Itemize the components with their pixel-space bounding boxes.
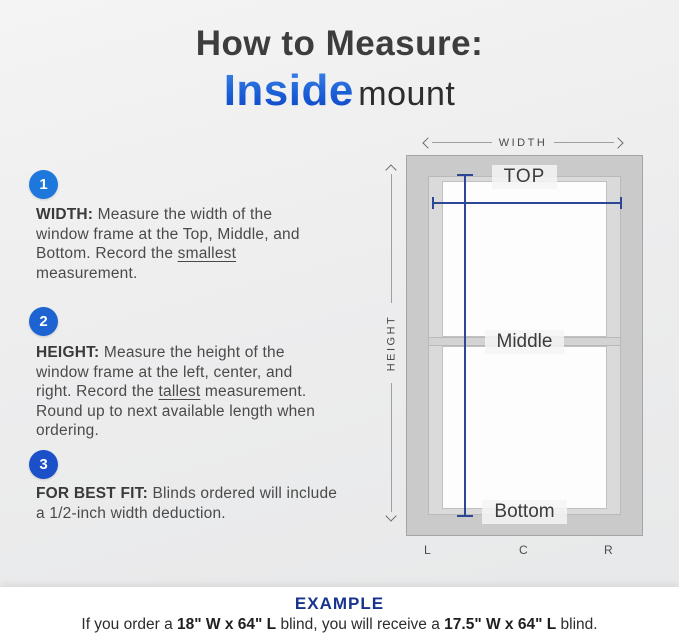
window-pane-top xyxy=(442,181,607,337)
label-bottom: Bottom xyxy=(406,500,643,524)
step-2-badge: 2 xyxy=(29,307,58,336)
arrow-up-icon xyxy=(385,164,396,175)
marker-right: R xyxy=(604,543,614,557)
step-2-text: HEIGHT: Measure the height of the window frame at the left, center, and right. Record the tallest measurement. Round up to next available length when ordering. xyxy=(36,344,316,439)
label-middle: Middle xyxy=(406,330,643,354)
title-mount-text: mount xyxy=(358,75,456,113)
arrow-down-icon xyxy=(385,510,396,521)
example-section xyxy=(0,587,679,642)
title-emphasis: Inside xyxy=(223,66,354,115)
height-dimension-arrow xyxy=(384,166,398,520)
label-top: TOP xyxy=(406,165,643,189)
step-1-text: WIDTH: Measure the width of the window frame at the Top, Middle, and Bottom. Record the smallest measurement. xyxy=(36,206,300,282)
example-ordered-size: 18" W x 64" L xyxy=(177,616,277,633)
example-received-size: 17.5" W x 64" L xyxy=(444,616,557,633)
title-line2 xyxy=(0,66,679,116)
width-measure-line xyxy=(432,202,622,204)
height-arrow-label: HEIGHT xyxy=(385,314,397,372)
example-sentence: If you order a 18" W x 64" L blind, you will receive a 17.5" W x 64" L blind. xyxy=(81,616,598,633)
window-pane-bottom xyxy=(442,346,607,509)
example-heading: EXAMPLE xyxy=(294,594,385,613)
page-title xyxy=(0,24,679,116)
step-3-text: FOR BEST FIT: Blinds ordered will include a 1/2-inch width deduction. xyxy=(36,485,338,522)
width-dimension-arrow xyxy=(424,136,622,149)
title-line1: How to Measure: xyxy=(195,24,484,63)
width-arrow-label: WIDTH xyxy=(498,136,548,149)
step-3-badge: 3 xyxy=(29,450,58,479)
step-1-badge: 1 xyxy=(29,170,58,199)
marker-center: C xyxy=(519,543,529,557)
arrow-left-icon xyxy=(422,137,433,148)
marker-left: L xyxy=(424,543,432,557)
arrow-right-icon xyxy=(612,137,623,148)
